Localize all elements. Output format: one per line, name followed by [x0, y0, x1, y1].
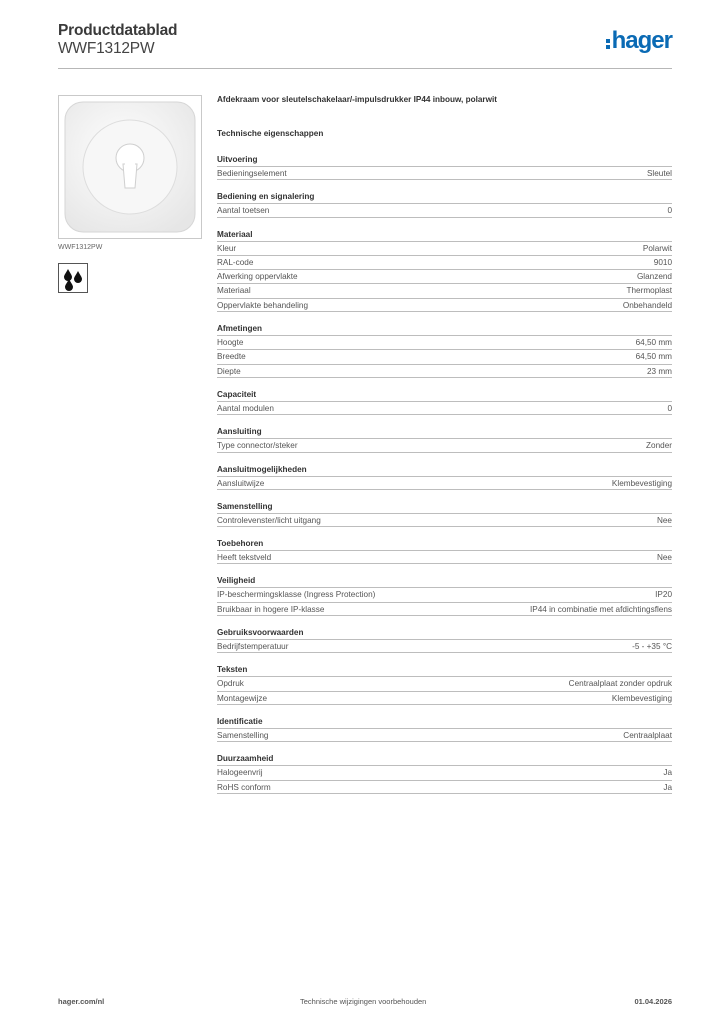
spec-section — [217, 500, 672, 527]
spec-label: IP-beschermingsklasse (Ingress Protection) — [217, 590, 376, 600]
spec-table — [217, 728, 672, 742]
spec-label: Bedieningselement — [217, 169, 287, 178]
spec-label: Aantal toetsen — [217, 206, 270, 216]
spec-section — [217, 425, 672, 452]
spec-row — [217, 269, 672, 283]
spec-table — [217, 587, 672, 616]
product-image — [58, 95, 202, 239]
spec-row — [217, 765, 672, 779]
spec-label: Type connector/steker — [217, 441, 298, 451]
section-title: Identificatie — [217, 716, 263, 726]
spec-row — [217, 676, 672, 690]
spec-value: Klembevestiging — [611, 478, 672, 488]
spec-table — [217, 676, 672, 705]
spec-value: 0 — [667, 206, 672, 216]
spec-label: Samenstelling — [217, 730, 269, 740]
document-title: Productdatablad — [58, 22, 178, 39]
spec-label: Montagewijze — [217, 693, 268, 703]
footer-disclaimer: Technische wijzigingen voorbehouden — [300, 997, 427, 1006]
spec-value: Klembevestiging — [611, 693, 672, 703]
spec-row — [217, 780, 672, 794]
spec-value: Centraalplaat — [623, 730, 672, 740]
spec-value: Centraalplaat zonder opdruk — [568, 679, 672, 689]
spec-table — [217, 166, 672, 180]
section-title: Samenstelling — [217, 501, 273, 511]
spec-label: Kleur — [217, 243, 237, 253]
spec-section — [217, 190, 672, 217]
spec-label: Hoogte — [217, 338, 244, 348]
ip44-water-drops-icon — [58, 263, 88, 293]
spec-row — [217, 587, 672, 601]
spec-row — [217, 728, 672, 742]
spec-section — [217, 322, 672, 378]
spec-table — [217, 765, 672, 794]
hager-logo — [606, 28, 672, 54]
section-title: Aansluitmogelijkheden — [217, 464, 307, 474]
spec-value: IP44 in combinatie met afdichtingsflens — [530, 604, 672, 614]
section-title: Materiaal — [217, 229, 253, 239]
spec-label: Oppervlakte behandeling — [217, 300, 309, 310]
spec-row — [217, 691, 672, 705]
spec-section — [217, 752, 672, 794]
spec-section — [217, 574, 672, 616]
spec-label: Breedte — [217, 352, 246, 362]
section-title: Capaciteit — [217, 389, 257, 399]
spec-label: Aantal modulen — [217, 403, 274, 413]
spec-value: 64,50 mm — [635, 352, 672, 362]
spec-row — [217, 241, 672, 255]
spec-section — [217, 388, 672, 415]
logo-text: hager — [611, 27, 672, 54]
key-switch-cover-image — [59, 96, 201, 238]
section-title: Duurzaamheid — [217, 754, 274, 764]
spec-label: Materiaal — [217, 286, 251, 296]
spec-row — [217, 438, 672, 452]
spec-value: Ja — [663, 782, 672, 792]
spec-row — [217, 401, 672, 415]
spec-value: 23 mm — [646, 366, 672, 376]
spec-value: Onbehandeld — [622, 300, 672, 310]
spec-content — [217, 95, 672, 794]
section-title: Bediening en signalering — [217, 192, 315, 202]
spec-table — [217, 203, 672, 217]
footer-website: hager.com/nl — [58, 997, 105, 1006]
spec-section — [217, 537, 672, 564]
section-title: Veiligheid — [217, 576, 256, 586]
section-title: Gebruiksvoorwaarden — [217, 628, 304, 638]
spec-value: 64,50 mm — [635, 338, 672, 348]
spec-label: Bruikbaar in hogere IP-klasse — [217, 604, 325, 614]
spec-value: IP20 — [655, 590, 672, 600]
spec-value: 9010 — [653, 257, 672, 267]
spec-row — [217, 335, 672, 349]
spec-value: Thermoplast — [626, 286, 672, 296]
spec-label: Halogeenvrij — [217, 768, 263, 778]
spec-sections — [217, 153, 672, 794]
logo-dots-icon — [606, 39, 610, 49]
section-title: Teksten — [217, 665, 248, 675]
section-title: Aansluiting — [217, 427, 262, 437]
spec-row — [217, 283, 672, 297]
spec-table — [217, 639, 672, 653]
spec-label: RoHS conform — [217, 782, 271, 792]
spec-label: Bedrijfstemperatuur — [217, 642, 289, 652]
spec-value: 0 — [667, 403, 672, 413]
footer-date: 01.04.2026 — [634, 997, 672, 1006]
spec-row — [217, 255, 672, 269]
product-code: WWF1312PW — [58, 40, 155, 57]
spec-label: Aansluitwijze — [217, 478, 265, 488]
spec-table — [217, 476, 672, 490]
page-header — [58, 22, 672, 70]
spec-label: Opdruk — [217, 679, 244, 689]
spec-section — [217, 663, 672, 705]
section-title: Afmetingen — [217, 324, 263, 334]
header-divider — [58, 68, 672, 69]
spec-section — [217, 228, 672, 312]
spec-table — [217, 335, 672, 378]
section-title: Uitvoering — [217, 155, 258, 164]
spec-row — [217, 513, 672, 527]
spec-row — [217, 602, 672, 616]
spec-value: Zonder — [646, 441, 672, 451]
spec-label: Diepte — [217, 366, 241, 376]
spec-row — [217, 476, 672, 490]
spec-table — [217, 401, 672, 415]
spec-row — [217, 364, 672, 378]
section-title: Toebehoren — [217, 539, 264, 549]
spec-row — [217, 550, 672, 564]
spec-table — [217, 513, 672, 527]
spec-label: Afwerking oppervlakte — [217, 272, 298, 282]
spec-value: Nee — [656, 515, 672, 525]
spec-table — [217, 241, 672, 312]
spec-table — [217, 438, 672, 452]
spec-table — [217, 550, 672, 564]
spec-section — [217, 153, 672, 180]
spec-value: Polarwit — [642, 243, 672, 253]
spec-row — [217, 166, 672, 180]
spec-row — [217, 203, 672, 217]
spec-value: Glanzend — [636, 272, 672, 282]
spec-label: Controlevenster/licht uitgang — [217, 515, 321, 525]
spec-label: Heeft tekstveld — [217, 553, 272, 563]
product-description: Afdekraam voor sleutelschakelaar/-impulsdrukker IP44 inbouw, polarwit — [217, 95, 497, 104]
spec-value: Ja — [663, 768, 672, 778]
spec-row — [217, 639, 672, 653]
spec-row — [217, 349, 672, 363]
spec-section — [217, 626, 672, 653]
tech-properties-heading: Technische eigenschappen — [217, 129, 324, 138]
spec-section — [217, 715, 672, 742]
spec-label: RAL-code — [217, 257, 254, 267]
spec-value: Nee — [656, 553, 672, 563]
spec-value: Sleutel — [646, 169, 672, 178]
spec-value: -5 - +35 °C — [632, 642, 672, 652]
image-caption: WWF1312PW — [58, 244, 103, 251]
spec-row — [217, 298, 672, 312]
spec-section — [217, 463, 672, 490]
